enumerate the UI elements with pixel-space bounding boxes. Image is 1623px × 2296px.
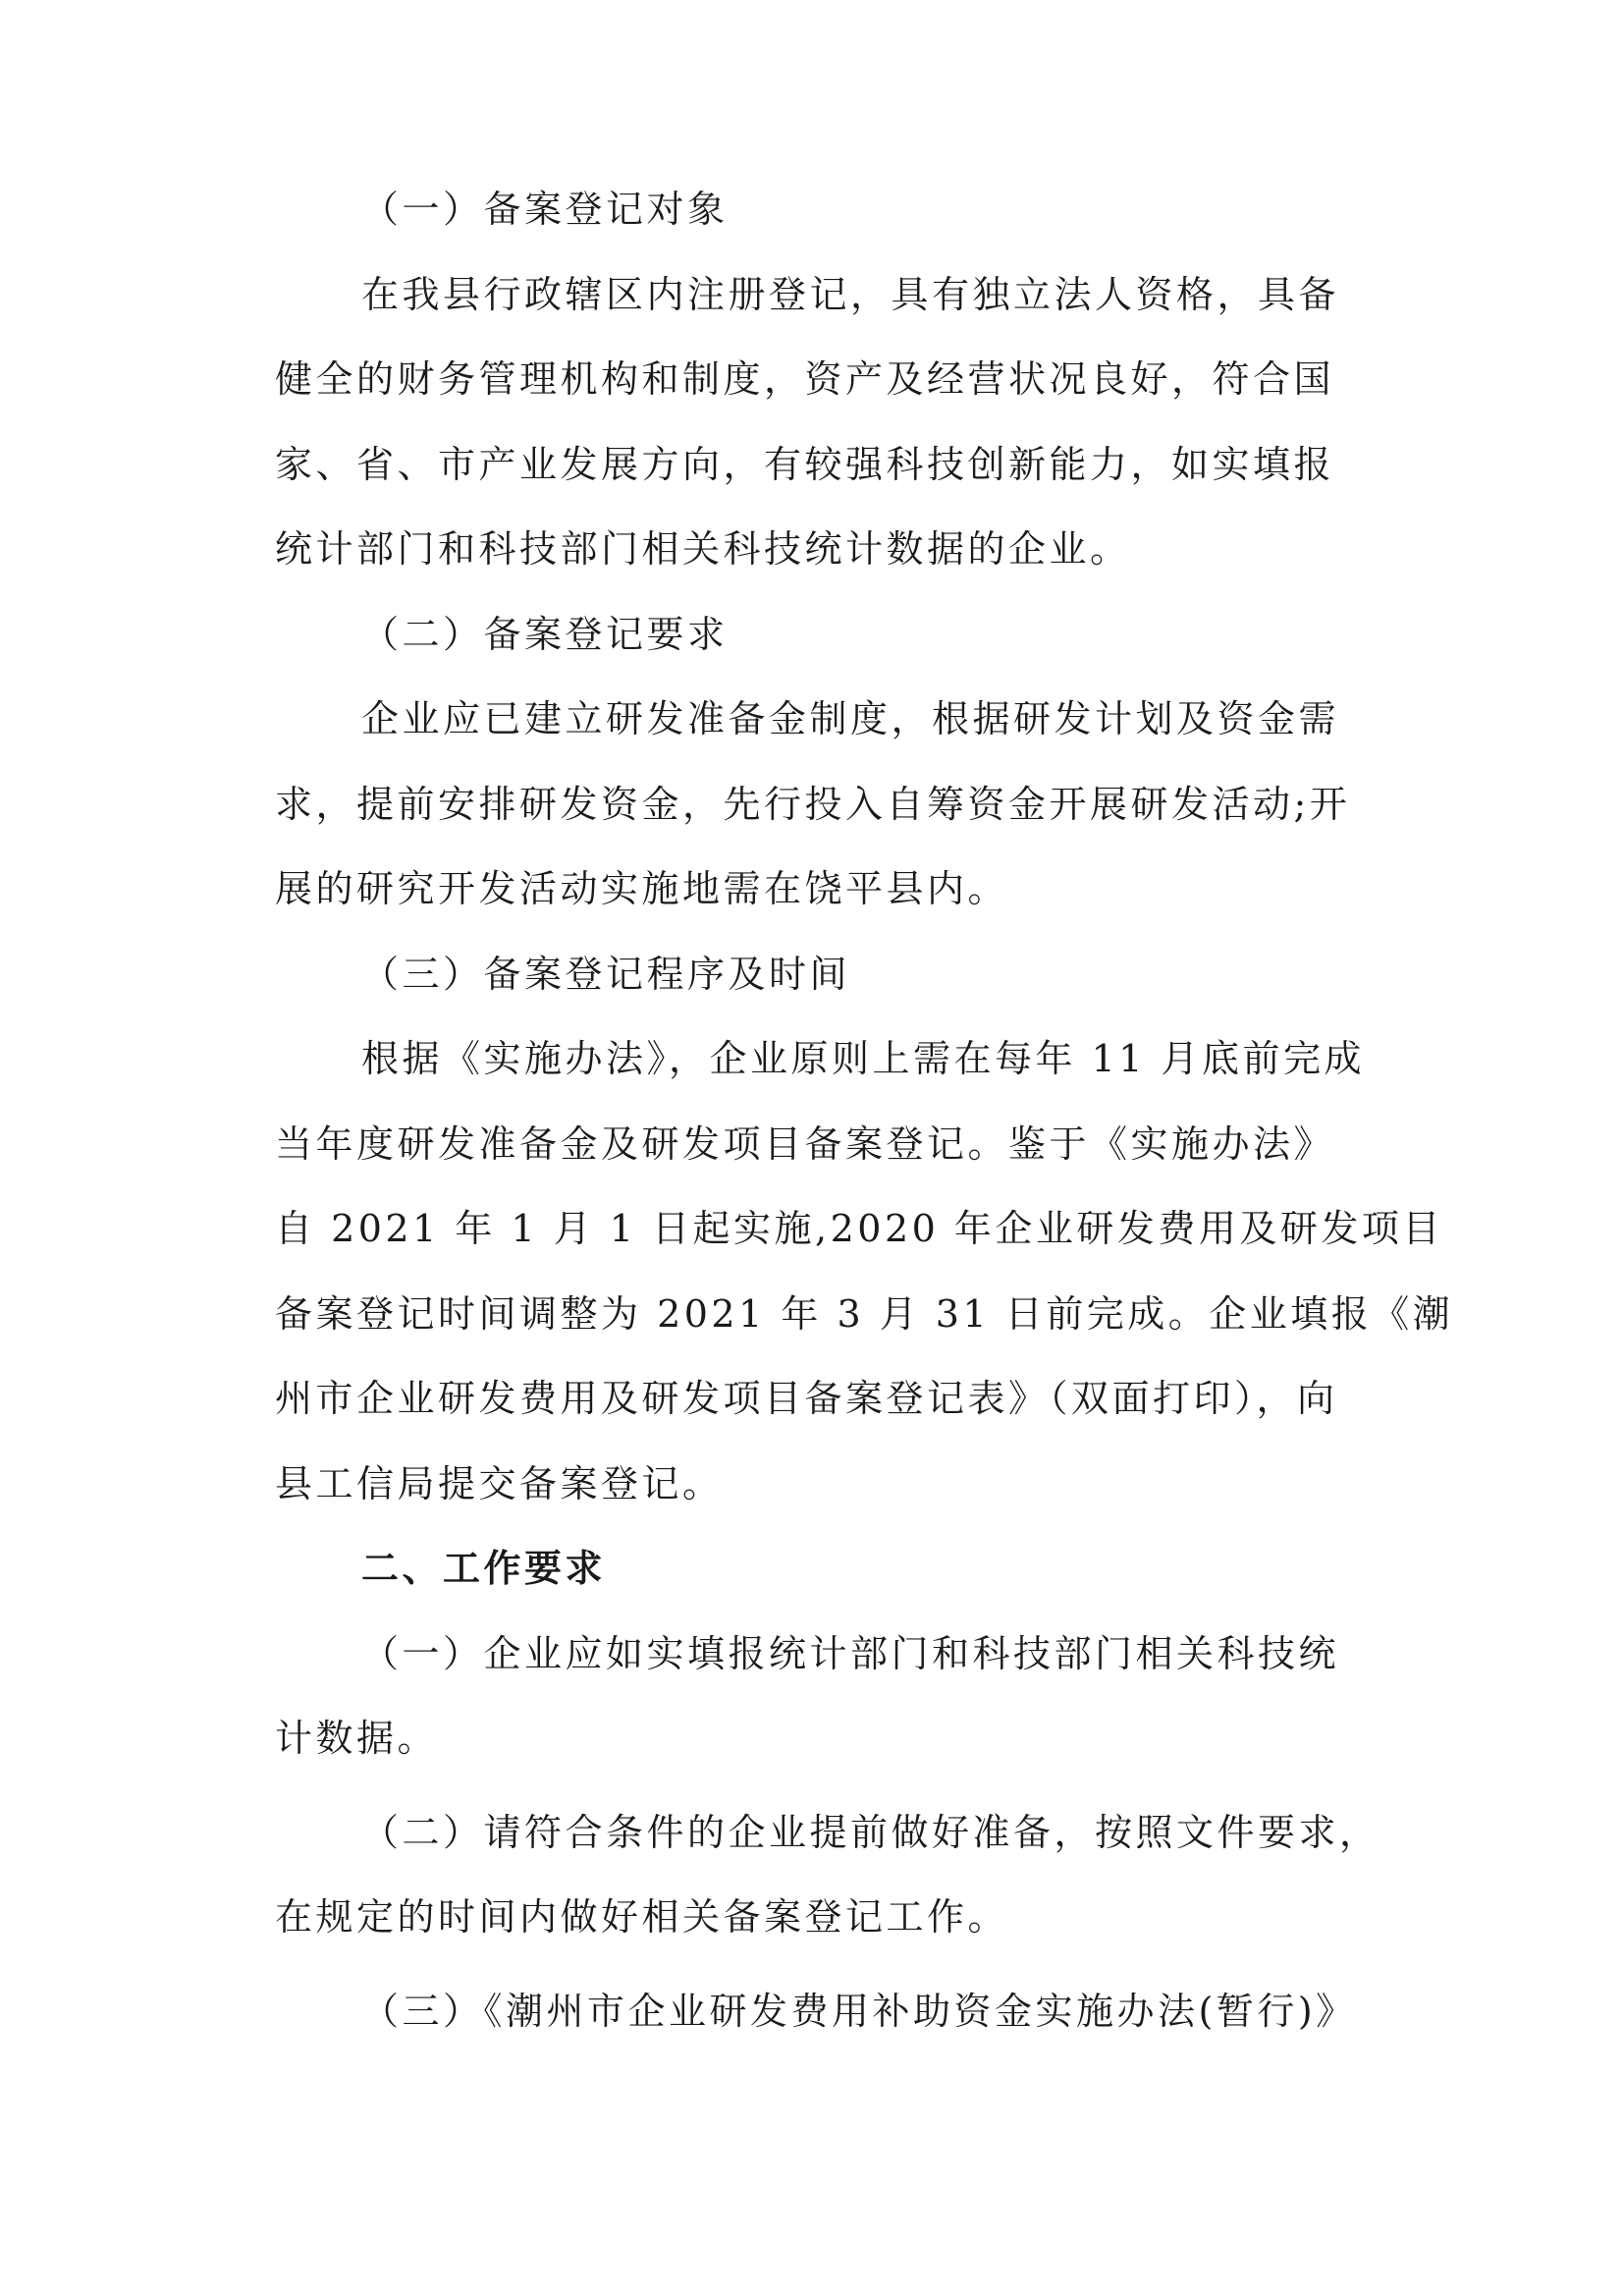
requirement-3-line: （三）《潮州市企业研发费用补助资金实施办法(暂行)》 (361, 1989, 1357, 2033)
requirement-1-line: （一）企业应如实填报统计部门和科技部门相关科技统 (361, 1631, 1340, 1675)
section1-body-line: 统计部门和科技部门相关科技统计数据的企业。 (275, 527, 1131, 571)
section3-body-line: 自 2021 年 1 月 1 日起实施,2020 年企业研发费用及研发项目 (275, 1207, 1443, 1250)
section2-body-line: 求，提前安排研发资金，先行投入自筹资金开展研发活动;开 (275, 782, 1351, 826)
document-body (275, 167, 1454, 2053)
section3-body-line: 州市企业研发费用及研发项目备案登记表》（双面打印），向 (275, 1377, 1338, 1420)
section3-body-line: 根据《实施办法》，企业原则上需在每年 11 月底前完成 (361, 1037, 1366, 1080)
requirement-2-line: （二）请符合条件的企业提前做好准备，按照文件要求， (361, 1810, 1380, 1854)
section1-body-line: 健全的财务管理机构和制度，资产及经营状况良好，符合国 (275, 357, 1335, 401)
section1-body-line: 在我县行政辖区内注册登记，具有独立法人资格，具备 (361, 272, 1340, 316)
requirement-2-line: 在规定的时间内做好相关备案登记工作。 (275, 1895, 1009, 1939)
section1-heading: （一）备案登记对象 (361, 188, 729, 231)
section3-body-line: 县工信局提交备案登记。 (275, 1461, 724, 1505)
part2-heading: 二、工作要求 (361, 1547, 607, 1590)
paragraph-gap (275, 1781, 1414, 1790)
section2-heading: （二）备案登记要求 (361, 612, 729, 656)
section3-body-line: 当年度研发准备金及研发项目备案登记。鉴于《实施办法》 (275, 1121, 1335, 1166)
section2-body-line: 展的研究开发活动实施地需在饶平县内。 (275, 867, 1009, 910)
section3-body-line: 备案登记时间调整为 2021 年 3 月 31 日前完成。企业填报《潮 (275, 1291, 1454, 1336)
section1-body-line: 家、省、市产业发展方向，有较强科技创新能力，如实填报 (275, 442, 1335, 486)
section3-heading: （三）备案登记程序及时间 (361, 952, 851, 996)
requirement-1-line: 计数据。 (275, 1717, 439, 1760)
section2-body-line: 企业应已建立研发准备金制度，根据研发计划及资金需 (361, 697, 1340, 740)
paragraph-gap (275, 1960, 1414, 1969)
